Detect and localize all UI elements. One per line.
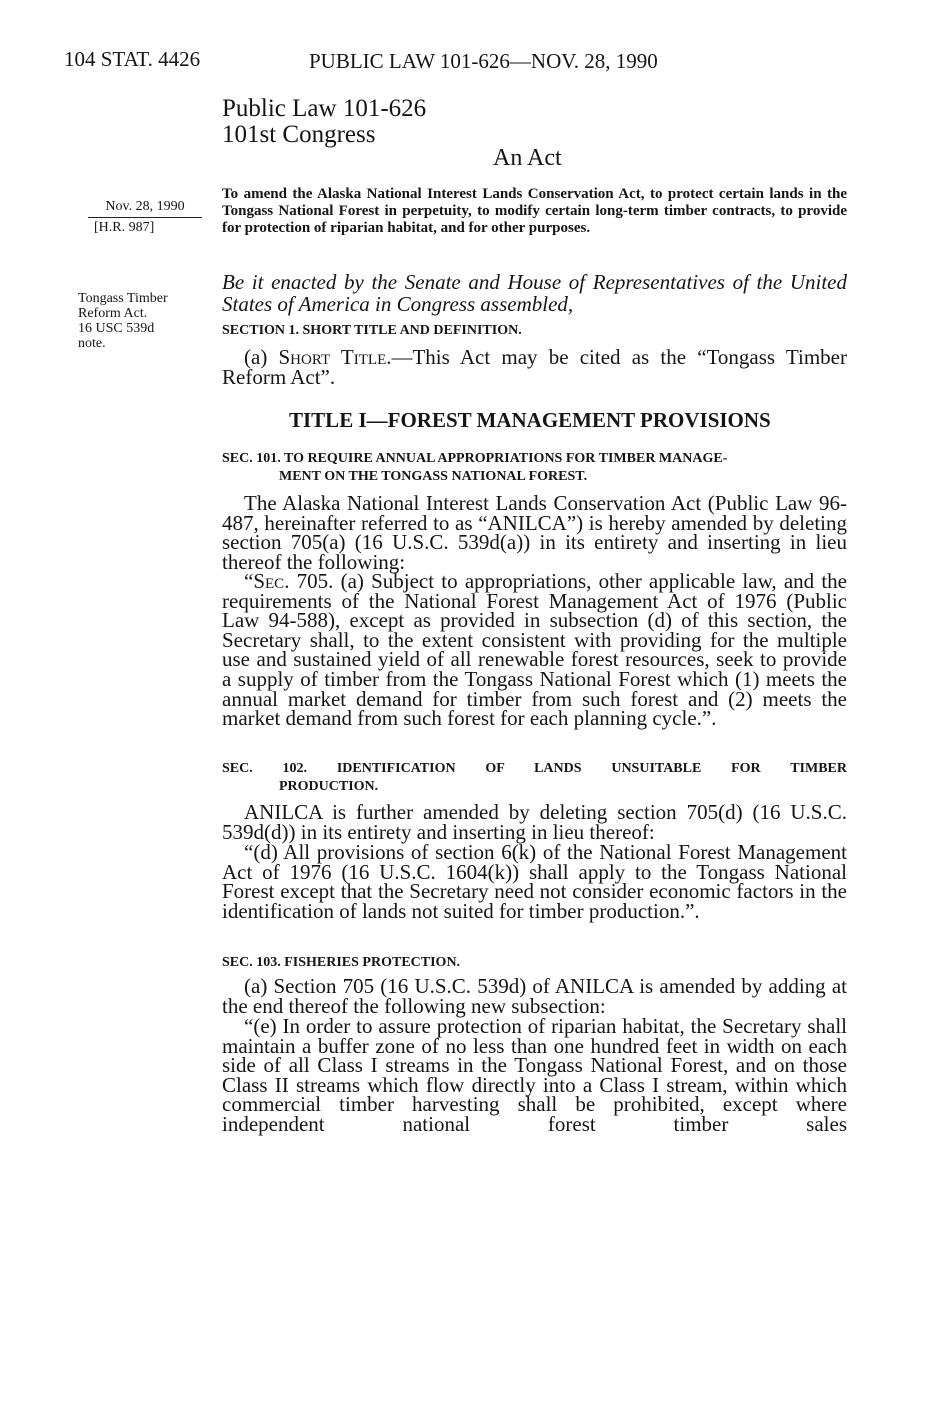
margin-short-title-2: Reform Act. xyxy=(78,306,148,321)
margin-date: Nov. 28, 1990 xyxy=(88,199,202,218)
section-101-paragraph-1: The Alaska National Interest Lands Conservation Act (Public Law 96-487, hereinafter referred to as “ANILCA”) is hereby amended by deleting section 705(a) (16 U.S.C. 539d(a)) in its entirety and inserting in lieu thereof the following: xyxy=(222,491,847,574)
section-102-heading-line-2: PRODUCTION. xyxy=(279,779,379,794)
running-title: PUBLIC LAW 101-626—NOV. 28, 1990 xyxy=(309,49,658,73)
section-103-paragraph-a: (a) Section 705 (16 U.S.C. 539d) of ANILCA is amended by adding at the end thereof the following new subsection: xyxy=(222,974,847,1018)
law-number: Public Law 101-626 xyxy=(222,95,427,122)
section-101-paragraph-2-text: . 705. (a) Subject to appropriations, other applicable law, and the requirements of the National Forest Management Act of 1976 (Public Law 94-588), except as provided in subsection (d) of this section, the Secretary shall, to the extent consistent with providing for the multiple use and sustained yield of all renewable forest resources, seek to provide a supply of timber from the Tongass National Forest which (1) meets the annual market demand for timber from such forest and (2) meets the market demand from such forest for each planning cycle.”. xyxy=(222,569,847,731)
section-102-heading xyxy=(222,760,847,796)
margin-code-note-1: 16 USC 539d xyxy=(78,321,155,336)
section-103-paragraph-e: “(e) In order to assure protection of riparian habitat, the Secretary shall maintain a buffer zone of no less than one hundred feet in width on each side of all Class I streams in the Tongass National Forest, and on those Class II streams which flow directly into a Class I stream, within which commercial timber harvesting shall be prohibited, except where independent national forest timber sales xyxy=(222,1014,847,1136)
section-103-heading: SEC. 103. FISHERIES PROTECTION. xyxy=(222,955,461,970)
title-1-heading: TITLE I—FOREST MANAGEMENT PROVISIONS xyxy=(289,408,771,432)
section-1-heading: SECTION 1. SHORT TITLE AND DEFINITION. xyxy=(222,323,522,338)
margin-bill-number: [H.R. 987] xyxy=(94,220,155,235)
section-101-heading-line-2: MENT ON THE TONGASS NATIONAL FOREST. xyxy=(279,469,588,484)
enacting-clause: Be it enacted by the Senate and House of Representatives of the United States of America in Congress assembled, xyxy=(222,270,847,316)
purpose-clause: To amend the Alaska National Interest Lands Conservation Act, to protect certain lands in the Tongass National Forest in perpetuity, to modify certain long-term timber contracts, to provide for protection of riparian habitat, and for other purposes. xyxy=(222,186,847,236)
section-101-heading xyxy=(222,450,847,486)
section-1-subsection-a xyxy=(222,345,847,389)
margin-notes xyxy=(78,291,208,351)
page-reference: 104 STAT. 4426 xyxy=(64,47,201,71)
quote-open: “ xyxy=(244,569,254,593)
short-title-text: .—This Act may be cited as the “Tongass Timber Reform Act”. xyxy=(222,345,847,389)
law-title-block xyxy=(222,96,426,148)
subsection-a-label: (a) xyxy=(244,345,279,369)
section-102-heading-line-1: SEC. 102. IDENTIFICATION OF LANDS UNSUITABLE FOR TIMBER xyxy=(222,761,847,776)
section-102-paragraph-2: “(d) All provisions of section 6(k) of the National Forest Management Act of 1976 (16 U.S.C. 1604(k)) shall apply to the Tongass National Forest except that the Secretary need not consider economic factors in the identification of lands not suited for timber production.”. xyxy=(222,840,847,923)
section-101-heading-line-1: SEC. 101. TO REQUIRE ANNUAL APPROPRIATIONS FOR TIMBER MANAGE- xyxy=(222,451,728,466)
sec-abbrev: Sec xyxy=(253,569,285,593)
section-102-paragraph-1: ANILCA is further amended by deleting section 705(d) (16 U.S.C. 539d(d)) in its entirety and inserting in lieu thereof: xyxy=(222,800,847,844)
margin-code-note-2: note. xyxy=(78,336,106,351)
margin-short-title-1: Tongass Timber xyxy=(78,291,168,306)
congress: 101st Congress xyxy=(222,121,376,148)
act-label: An Act xyxy=(493,145,562,171)
section-101-paragraph-2 xyxy=(222,569,847,731)
short-title-caption: Short Title xyxy=(278,345,387,369)
